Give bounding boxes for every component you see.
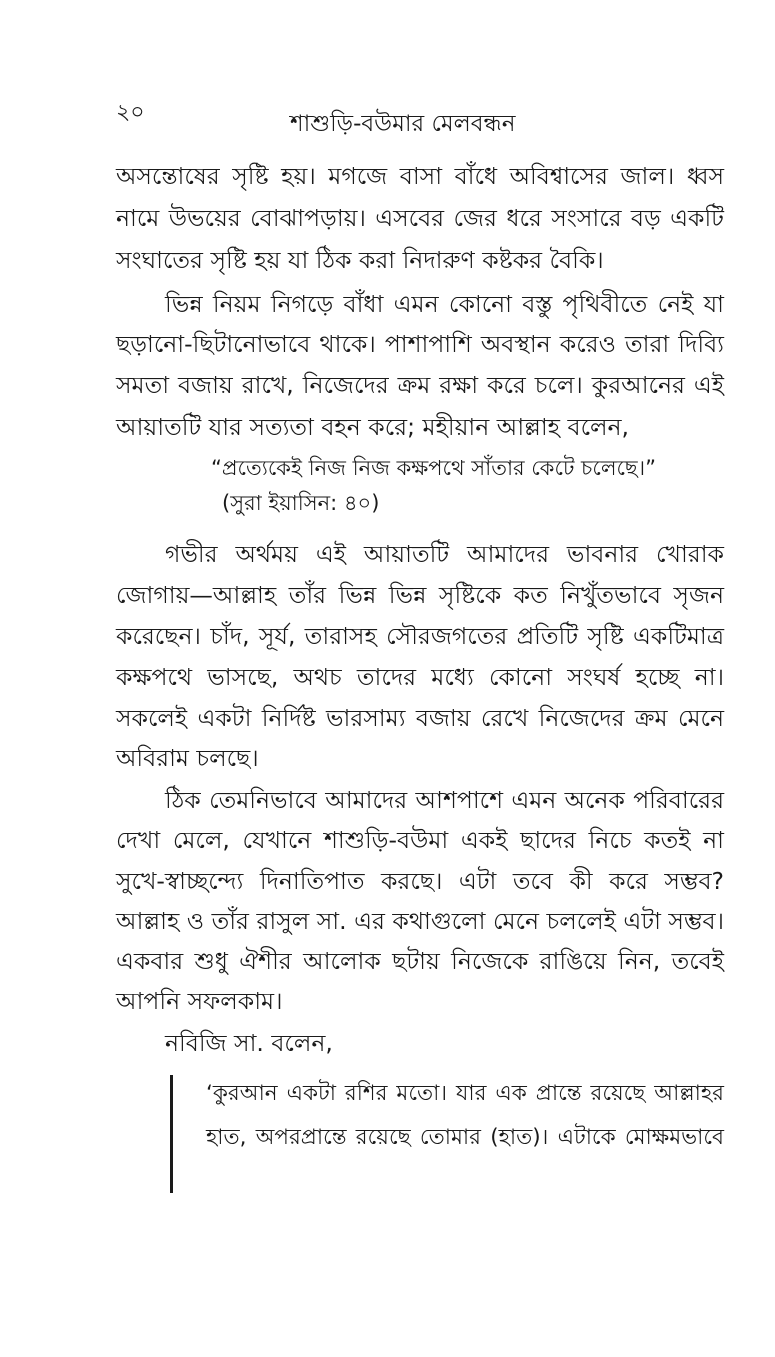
text-line: আপনি সফলকাম। xyxy=(116,987,283,1015)
verse-reference: (সুরা ইয়াসিন: ৪০) xyxy=(222,491,380,515)
text-line: নামে উভয়ের বোঝাপড়ায়। এসবের জের ধরে সংসারে বড় একটি xyxy=(116,204,724,232)
text-line: দেখা মেলে, যেখানে শাশুড়ি-বউমা একই ছাদের নিচে কতই না xyxy=(116,826,724,854)
text-line: সমতা বজায় রাখে, নিজেদের ক্রম রক্ষা করে চলে। কুরআনের এই xyxy=(116,371,724,399)
blockquote-line: হাত, অপরপ্রান্তে রয়েছে তোমার (হাত)। এটাকে মোক্ষমভাবে xyxy=(206,1125,724,1150)
text-line: সকলেই একটা নির্দিষ্ট ভারসাম্য বজায় রেখে নিজেদের ক্রম মেনে xyxy=(116,704,724,732)
text-line: একবার শুধু ঐশীর আলোক ছটায় নিজেকে রাঙিয়ে নিন, তবেই xyxy=(116,947,724,975)
text-line: সংঘাতের সৃষ্টি হয় যা ঠিক করা নিদারুণ কষ্টকর বৈকি। xyxy=(116,246,604,274)
page-number: ২০ xyxy=(116,100,145,125)
verse-quote: “প্রত্যেকেই নিজ নিজ কক্ষপথে সাঁতার কেটে চলেছে।” xyxy=(211,456,657,480)
text-line: করেছেন। চাঁদ, সূর্য, তারাসহ সৌরজগতের প্রতিটি সৃষ্টি একটিমাত্র xyxy=(116,622,724,650)
text-line: ছড়ানো-ছিটানোভাবে থাকে। পাশাপাশি অবস্থান করেও তারা দিব্যি xyxy=(116,330,724,358)
text-line: সুখে-স্বাচ্ছন্দ্যে দিনাতিপাত করছে। এটা তবে কী করে সম্ভব? xyxy=(116,867,724,895)
blockquote-bar xyxy=(170,1075,173,1193)
text-line: ঠিক তেমনিভাবে আমাদের আশপাশে এমন অনেক পরিবারের xyxy=(165,786,724,814)
text-line: কক্ষপথে ভাসছে, অথচ তাদের মধ্যে কোনো সংঘর্ষ হচ্ছে না। xyxy=(116,663,724,691)
text-line: অবিরাম চলছে। xyxy=(116,744,259,772)
text-line: অসন্তোষের সৃষ্টি হয়। মগজে বাসা বাঁধে অবিশ্বাসের জাল। ধ্বস xyxy=(116,162,724,190)
text-line: জোগায়—আল্লাহ তাঁর ভিন্ন ভিন্ন সৃষ্টিকে কত নিখুঁতভাবে সৃজন xyxy=(116,581,724,609)
running-head: শাশুড়ি-বউমার মেলবন্ধন xyxy=(290,111,516,137)
text-line: নবিজি সা. বলেন, xyxy=(165,1029,333,1057)
text-line: গভীর অর্থময় এই আয়াতটি আমাদের ভাবনার খোরাক xyxy=(165,540,724,568)
text-line: আয়াতটি যার সত্যতা বহন করে; মহীয়ান আল্লাহ বলেন, xyxy=(116,413,630,441)
text-line: আল্লাহ ও তাঁর রাসুল সা. এর কথাগুলো মেনে চললেই এটা সম্ভব। xyxy=(116,907,724,935)
blockquote-line: ‘কুরআন একটা রশির মতো। যার এক প্রান্তে রয়েছে আল্লাহর xyxy=(206,1081,724,1106)
text-line: ভিন্ন নিয়ম নিগড়ে বাঁধা এমন কোনো বস্তু পৃথিবীতে নেই যা xyxy=(165,290,724,318)
